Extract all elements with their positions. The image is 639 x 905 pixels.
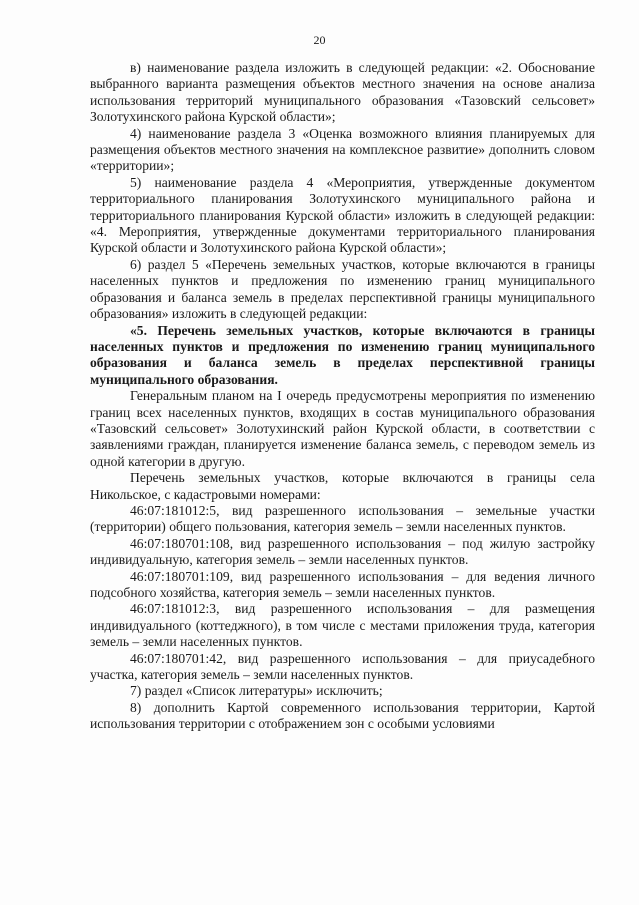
cadastral-item-180701-42: 46:07:180701:42, вид разрешенного использования – для приусадебного участка, категория земель – земли населенных пунктов.	[90, 650, 595, 683]
cadastral-item-180701-109: 46:07:180701:109, вид разрешенного использования – для ведения личного подсобного хозяйства, категория земель – земли населенных пунктов.	[90, 568, 595, 600]
paragraph-8-maps: 8) дополнить Картой современного использования территории, Картой использования территории с отображением зон с особыми условиями	[90, 699, 595, 732]
paragraph-6-section-5: 6) раздел 5 «Перечень земельных участков, которые включаются в границы населенных пунктов и предложения по изменению границ муниципального образования и баланса земель в пределах перспективной границы муниципального образования» изложить в следующей редакции:	[90, 256, 595, 322]
paragraph-general-plan: Генеральным планом на I очередь предусмотрены мероприятия по изменению границ всех населенных пунктов, входящих в состав муниципального образования «Тазовский сельсовет» Золотухинский район Курской области, в соответствии с заявлениями граждан, планируется изменение баланса земель, с переводом земель из одной категории в другую.	[90, 388, 595, 469]
cadastral-item-181012-5: 46:07:181012:5, вид разрешенного использования – земельные участки (территории) общего пользования, категория земель – земли населенных пунктов.	[90, 502, 595, 535]
cadastral-item-180701-108: 46:07:180701:108, вид разрешенного использования – под жилую застройку индивидуальную, категория земель – земли населенных пунктов.	[90, 535, 595, 568]
paragraph-4-section-3-title: 4) наименование раздела 3 «Оценка возможного влияния планируемых для размещения объектов местного значения на комплексное развитие» дополнить словом «территории»;	[90, 125, 595, 174]
paragraph-3v-section-2-title: в) наименование раздела изложить в следующей редакции: «2. Обоснование выбранного варианта размещения объектов местного значения на основе анализа использования территорий муниципального образования «Тазовский сельсовет» Золотухинского района Курской области»;	[90, 60, 595, 125]
paragraph-land-list-intro: Перечень земельных участков, которые включаются в границы села Никольское, с кадастровыми номерами:	[90, 470, 595, 502]
paragraph-5-section-4-title: 5) наименование раздела 4 «Мероприятия, утвержденные документом территориального планирования Золотухинского муниципального района и территориального планирования Курской области» изложить в следующей редакции: «4. Мероприятия, утвержденные документами территориального планирования Курской области и Золотухинского района Курской области»;	[90, 174, 595, 256]
document-body	[90, 60, 595, 733]
page-number: 20	[313, 33, 326, 47]
section-5-heading: «5. Перечень земельных участков, которые включаются в границы населенных пунктов и предложения по изменению границ муниципального образования и баланса земель в пределах перспективной границы муниципального образования.	[90, 322, 595, 387]
paragraph-7-literature: 7) раздел «Список литературы» исключить;	[130, 683, 383, 699]
cadastral-item-181012-3: 46:07:181012:3, вид разрешенного использования – для размещения индивидуального (коттеджного), в том числе с местами приложения труда, категория земель – земли населенных пунктов.	[90, 601, 595, 650]
